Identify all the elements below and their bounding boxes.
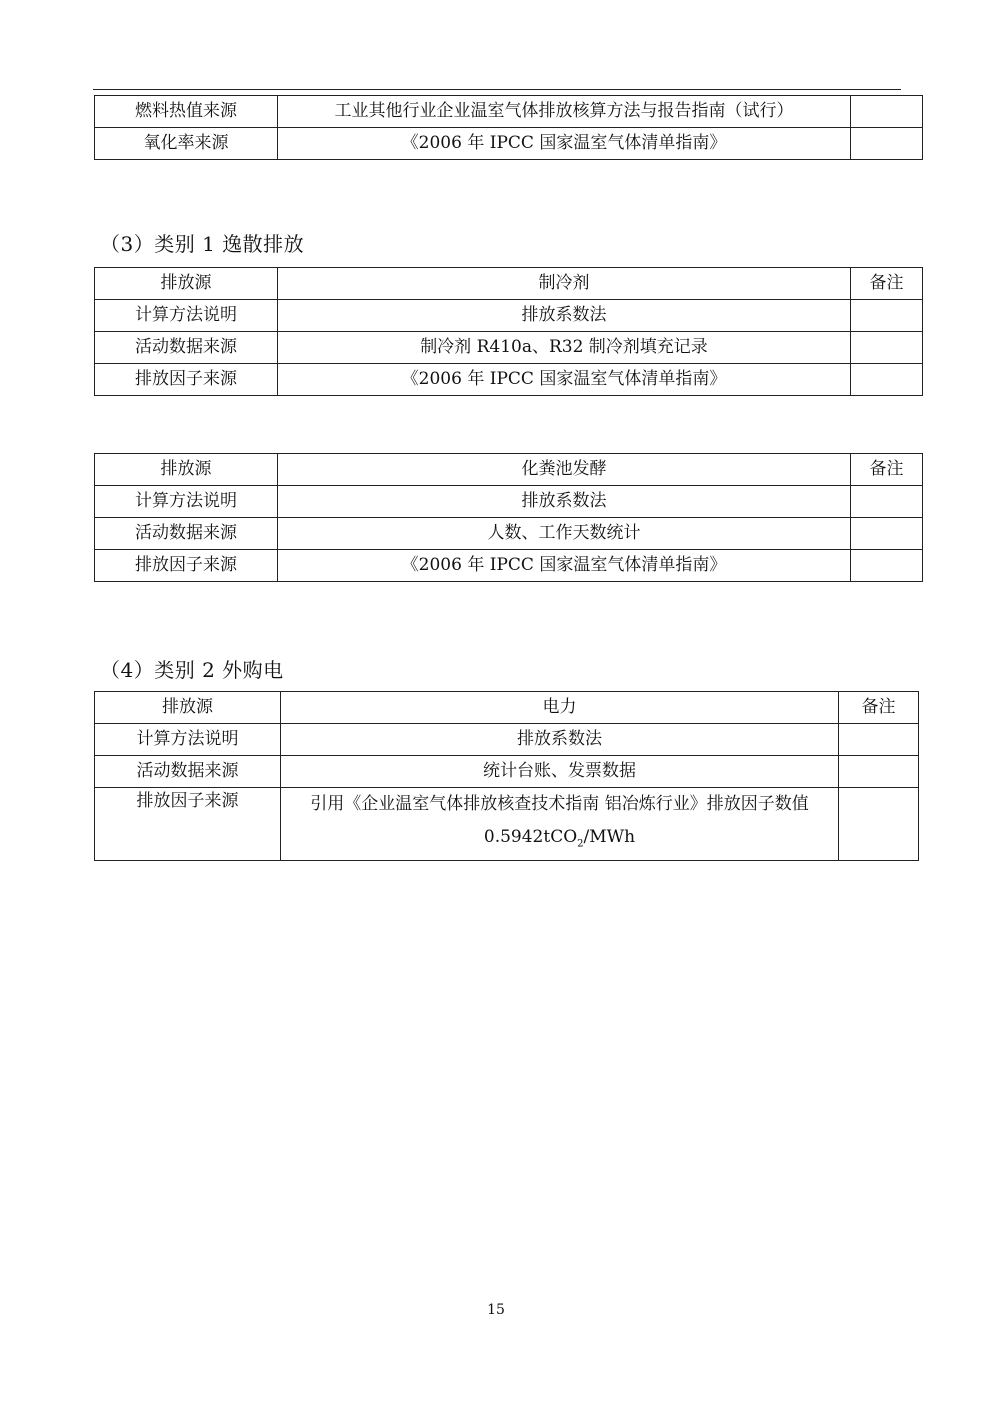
electricity-table bbox=[94, 691, 919, 861]
row-value: 《2006 年 IPCC 国家温室气体清单指南》 bbox=[278, 128, 851, 160]
fuel-source-table bbox=[94, 95, 923, 160]
table-row bbox=[95, 756, 919, 788]
row-note bbox=[851, 486, 923, 518]
table-row bbox=[95, 332, 923, 364]
header-label: 排放源 bbox=[95, 268, 278, 300]
table-row bbox=[95, 724, 919, 756]
row-label: 活动数据来源 bbox=[95, 518, 278, 550]
row-label: 排放因子来源 bbox=[95, 550, 278, 582]
emission-factor-value bbox=[281, 788, 839, 861]
row-note bbox=[839, 788, 919, 861]
row-note bbox=[839, 756, 919, 788]
table-row bbox=[95, 300, 923, 332]
table-row bbox=[95, 550, 923, 582]
header-value: 化粪池发酵 bbox=[278, 454, 851, 486]
row-value: 《2006 年 IPCC 国家温室气体清单指南》 bbox=[278, 364, 851, 396]
emission-factor-subscript: 2 bbox=[577, 838, 584, 850]
row-label: 燃料热值来源 bbox=[95, 96, 278, 128]
row-value: 《2006 年 IPCC 国家温室气体清单指南》 bbox=[278, 550, 851, 582]
row-label: 计算方法说明 bbox=[95, 300, 278, 332]
table-row bbox=[95, 96, 923, 128]
row-note bbox=[851, 518, 923, 550]
row-note bbox=[839, 724, 919, 756]
table-row bbox=[95, 364, 923, 396]
header-value: 电力 bbox=[281, 692, 839, 724]
row-label: 活动数据来源 bbox=[95, 756, 281, 788]
row-value: 工业其他行业企业温室气体排放核算方法与报告指南（试行） bbox=[278, 96, 851, 128]
refrigerant-table bbox=[94, 267, 923, 396]
header-value: 制冷剂 bbox=[278, 268, 851, 300]
septic-tank-table bbox=[94, 453, 923, 582]
section-heading-purchased-electricity: （4）类别 2 外购电 bbox=[100, 658, 284, 682]
row-value: 统计台账、发票数据 bbox=[281, 756, 839, 788]
row-note bbox=[851, 364, 923, 396]
table-header-row bbox=[95, 454, 923, 486]
row-note bbox=[851, 332, 923, 364]
row-value: 制冷剂 R410a、R32 制冷剂填充记录 bbox=[278, 332, 851, 364]
row-note bbox=[851, 300, 923, 332]
row-note bbox=[851, 550, 923, 582]
header-note: 备注 bbox=[839, 692, 919, 724]
row-value: 排放系数法 bbox=[278, 300, 851, 332]
row-note bbox=[851, 96, 923, 128]
table-row bbox=[95, 788, 919, 861]
table-row bbox=[95, 128, 923, 160]
header-label: 排放源 bbox=[95, 692, 281, 724]
row-label: 计算方法说明 bbox=[95, 486, 278, 518]
table-row bbox=[95, 518, 923, 550]
table-header-row bbox=[95, 268, 923, 300]
header-rule bbox=[93, 89, 901, 90]
header-label: 排放源 bbox=[95, 454, 278, 486]
row-note bbox=[851, 128, 923, 160]
row-label: 排放因子来源 bbox=[95, 788, 281, 861]
table-header-row bbox=[95, 692, 919, 724]
header-note: 备注 bbox=[851, 454, 923, 486]
row-label: 氧化率来源 bbox=[95, 128, 278, 160]
row-value: 排放系数法 bbox=[278, 486, 851, 518]
section-heading-fugitive: （3）类别 1 逸散排放 bbox=[100, 232, 305, 256]
table-row bbox=[95, 486, 923, 518]
row-label: 排放因子来源 bbox=[95, 364, 278, 396]
emission-factor-unit: /MWh bbox=[583, 827, 636, 847]
row-label: 计算方法说明 bbox=[95, 724, 281, 756]
page-number: 15 bbox=[487, 1302, 505, 1318]
row-label: 活动数据来源 bbox=[95, 332, 278, 364]
row-value: 排放系数法 bbox=[281, 724, 839, 756]
header-note: 备注 bbox=[851, 268, 923, 300]
row-value: 人数、工作天数统计 bbox=[278, 518, 851, 550]
emission-factor-text: 引用《企业温室气体排放核查技术指南 铝冶炼行业》排放因子数值 0.5942tCO bbox=[310, 794, 809, 847]
